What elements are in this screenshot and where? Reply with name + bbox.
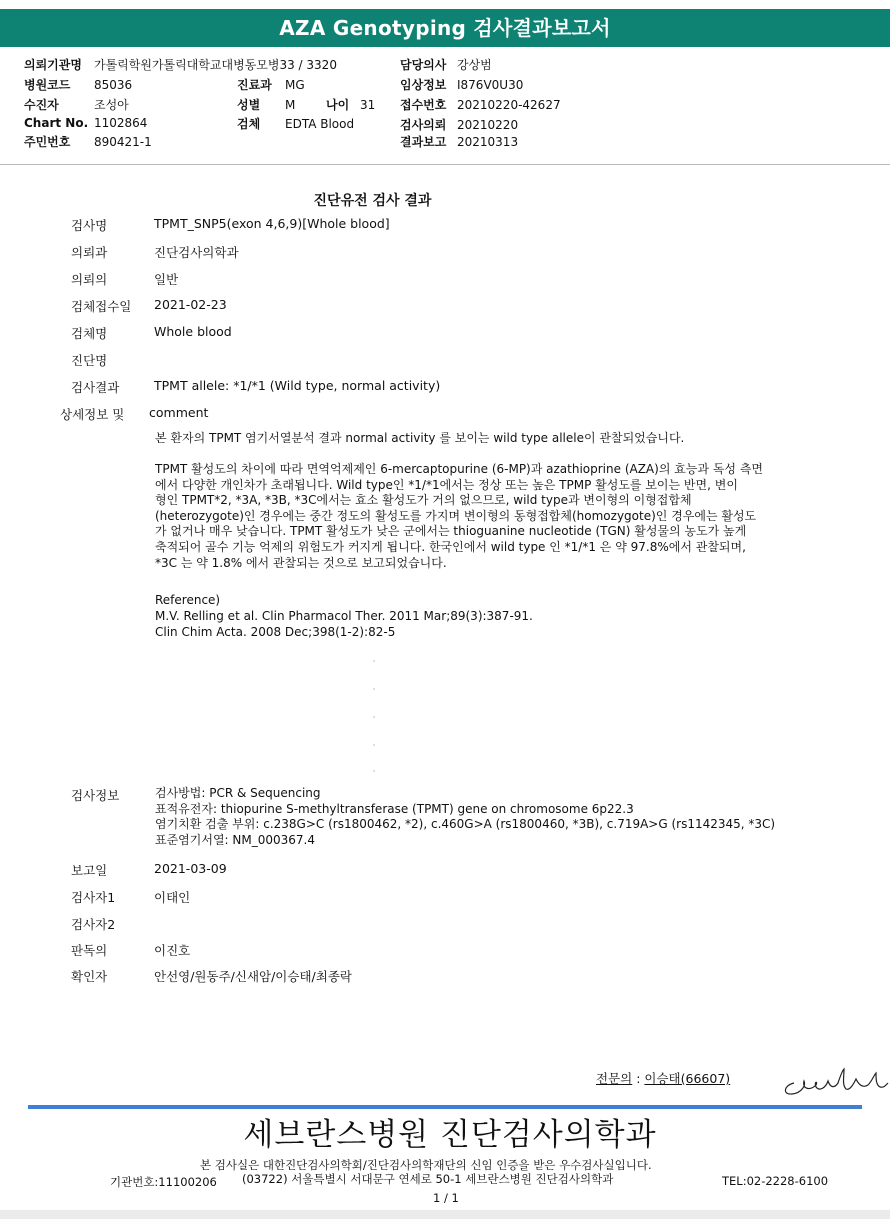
header-field-chart-no: Chart No. 1102864 bbox=[24, 116, 148, 130]
report-title-bar bbox=[0, 9, 890, 47]
spacer-dot bbox=[373, 770, 375, 772]
report-body: 진단유전 검사 결과 검사명 TPMT_SNP5(exon 4,6,9)[Whole blood] 의뢰과 진단검사의학과 의뢰의 일반 검체접수일 2021-02-23 검체명 Whole blood 진단명 검사결과 TPMT allele: *1/*1 (Wild type, normal activity) 상세정보 및 comment 본 환자의 TPMT 염기서열분석 결과 normal activity 를 보이는 wild type allele이 관찰되었습니다. TPMT 활성도의 차이에 따라 면역억제제인 6-mercaptopurine (6-MP)과 azathioprine (AZA)의 효능과 독성 측면 에서 다양한 개인차가 초래됩니다. Wild type인 *1/*1에서는 정상 또는 높은 TPMP 활성도를 보이는 반면, 변이 형인 TPMT*2, *3A, *3B, *3C에서는 효소 활성도가 거의 없으므로, wild type과 변이형의 이형접합체 (heterozygote)인 경우에는 중간 정도의 활성도를 가지며 변이형의 동형접합체(homozygote)인 경우에는 활성도 가 없거나 매우 낮습니다. TPMT 활성도가 낮은 군에서는 thioguanine nucleotide (TGN) 활성물의 농도가 높게 축적되어 골수 기능 억제의 위험도가 커지게 됩니다. 한국인에서 wild type 인 *1/*1 은 약 97.8%에서 관찰되며, *3C 는 약 1.8% 에서 관찰되는 것으로 보고되었습니다. Reference) M.V. Relling et al. Clin Pharmacol Ther. 2011 Mar;89(3):387-91. Clin Chim Acta. 2008 Dec;398(1-2):82-5 검사정보 검사방법: PCR & Sequencing 표적유전자: thiopurine S-methyltransferase (TPMT) gene on chromosome 6p22.3 염기치환 검출 부위: c.238G>C (rs1800462, *2), c.460G>A (rs1800460, *3B), c.719A>G (rs1142345, *3C) 표준염기서열: NM_000367.4 보고일 2021-03-09 검사자1 이태인 검사자2 판독의 이진호 확인자 안선영/원동주/신새암/이승태/최종락 bbox=[0, 172, 890, 1194]
spacer-dot bbox=[373, 716, 375, 718]
specialist-signature-line bbox=[596, 1069, 730, 1087]
comment-line: (heterozygote)인 경우에는 중간 정도의 활성도를 가지며 변이형의 동형접합체(homozygote)인 경우에는 활성도 bbox=[155, 508, 757, 523]
page-bottom-strip bbox=[0, 1210, 890, 1219]
spacer-dot bbox=[373, 688, 375, 690]
address: (03722) 서울특별시 서대문구 연세로 50-1 세브란스병원 진단검사의학과 bbox=[242, 1172, 614, 1186]
telephone: TEL:02-2228-6100 bbox=[722, 1174, 829, 1188]
comment-detail bbox=[155, 462, 805, 571]
header-field-specimen: 검체 EDTA Blood bbox=[237, 117, 355, 131]
comment-line: TPMT 활성도의 차이에 따라 면역억제제인 6-mercaptopurine (6-MP)과 azathioprine (AZA)의 효능과 독성 측면 bbox=[155, 462, 764, 476]
references bbox=[155, 592, 533, 640]
test-info-line: 표준염기서열: NM_000367.4 bbox=[155, 832, 315, 847]
specialist-label: 전문의 bbox=[596, 1071, 633, 1086]
report-title: AZA Genotyping 검사결과보고서 bbox=[279, 16, 611, 40]
header-field-department: 진료과 MG bbox=[237, 78, 305, 92]
spacer-dot bbox=[373, 744, 375, 746]
header-field-sex: 성별 M bbox=[237, 98, 296, 112]
report-section-title: 진단유전 검사 결과 bbox=[313, 193, 432, 209]
header-field-clinical-info: 임상정보 I876V0U30 bbox=[400, 78, 524, 92]
header-field-resident-no: 주민번호 890421-1 bbox=[24, 135, 152, 149]
header-field-age: 나이 31 bbox=[326, 98, 376, 112]
test-info-line: 염기치환 검출 부위: c.238G>C (rs1800462, *2), c.460G>A (rs1800460, *3B), c.719A>G (rs1142345, *3C) bbox=[155, 817, 776, 831]
reference-heading: Reference) bbox=[155, 593, 221, 607]
header-field-institution: 의뢰기관명 가톨릭학원가톨릭대학교대병동모병33 / 3320 bbox=[24, 58, 337, 72]
handwritten-signature bbox=[780, 1061, 890, 1101]
header-field-accession-no: 접수번호 20210220-42627 bbox=[400, 98, 561, 112]
reference-item: Clin Chim Acta. 2008 Dec;398(1-2):82-5 bbox=[155, 625, 396, 639]
test-info-line: 표적유전자: thiopurine S-methyltransferase (TPMT) gene on chromosome 6p22.3 bbox=[155, 801, 634, 816]
comment-line: 가 없거나 매우 낮습니다. TPMT 활성도가 낮은 군에서는 thioguanine nucleotide (TGN) 활성물의 농도가 높게 bbox=[155, 524, 747, 539]
header-field-request-date: 검사의뢰 20210220 bbox=[400, 118, 519, 132]
comment-summary: 본 환자의 TPMT 염기서열분석 결과 normal activity 를 보이는 wild type allele이 관찰되었습니다. bbox=[155, 431, 685, 445]
comment-line: 축적되어 골수 기능 억제의 위험도가 커지게 됩니다. 한국인에서 wild type 인 *1/*1 은 약 97.8%에서 관찰되며, bbox=[155, 539, 746, 554]
spacer-dot bbox=[373, 660, 375, 662]
header-field-patient: 수진자 조성아 bbox=[24, 98, 129, 112]
specialist-separator: : bbox=[632, 1071, 645, 1086]
header-field-doctor: 담당의사 강상범 bbox=[400, 58, 492, 72]
certification-text: 본 검사실은 대한진단검사의학회/진단검사의학재단의 신임 인증을 받은 우수검사실입니다. bbox=[200, 1158, 652, 1172]
comment-line: 에서 다양한 개인차가 초래됩니다. Wild type인 *1/*1에서는 정상 또는 높은 TPMP 활성도를 보이는 반면, 변이 bbox=[155, 477, 738, 492]
institution-number: 기관번호:11100206 bbox=[110, 1175, 217, 1189]
patient-header bbox=[0, 47, 890, 165]
header-field-hospital-code: 병원코드 85036 bbox=[24, 78, 133, 92]
comment-line: *3C 는 약 1.8% 에서 관찰되는 것으로 보고되었습니다. bbox=[155, 555, 447, 570]
header-field-report-date: 결과보고 20210313 bbox=[400, 135, 519, 149]
test-info bbox=[155, 786, 775, 848]
reference-item: M.V. Relling et al. Clin Pharmacol Ther. 2011 Mar;89(3):387-91. bbox=[155, 609, 533, 623]
page-number: 1 / 1 bbox=[433, 1191, 459, 1205]
hospital-name: 세브란스병원 진단검사의학과 bbox=[243, 1117, 657, 1153]
test-info-line: 검사방법: PCR & Sequencing bbox=[155, 786, 321, 800]
comment-line: 형인 TPMT*2, *3A, *3B, *3C에서는 효소 활성도가 거의 없으므로, wild type과 변이형의 이형접합체 bbox=[155, 493, 692, 508]
specialist-name: 이승태(66607) bbox=[644, 1071, 731, 1086]
